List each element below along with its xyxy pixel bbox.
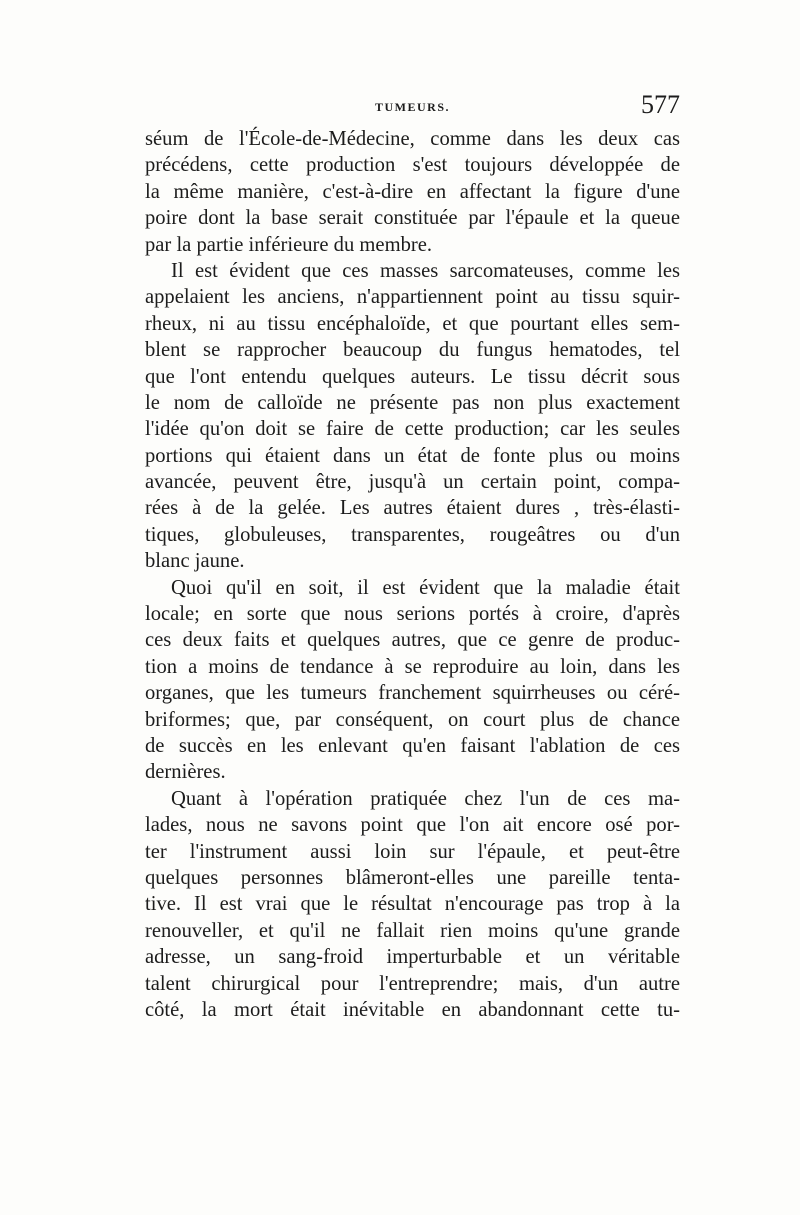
text-line: dernières. bbox=[145, 761, 226, 784]
page-number: 577 bbox=[641, 90, 680, 119]
text-line: ter l'instrument aussi loin sur l'épaule, et peut-être bbox=[145, 840, 680, 863]
body-text bbox=[145, 126, 680, 1023]
text-line: tion a moins de tendance à se reproduire au loin, dans les bbox=[145, 655, 680, 678]
text-line: par la partie inférieure du membre. bbox=[145, 233, 433, 256]
text-line: renouveller, et qu'il ne fallait rien moins qu'une grande bbox=[145, 919, 680, 942]
running-head bbox=[145, 90, 680, 120]
text-line: locale; en sorte que nous serions portés à croire, d'après bbox=[145, 603, 680, 626]
text-line: quelques personnes blâmeront-elles une pareille tenta- bbox=[145, 866, 680, 889]
text-line: Il est évident que ces masses sarcomateuses, comme les bbox=[171, 259, 680, 282]
text-line: ces deux faits et quelques autres, que ce genre de produc- bbox=[145, 629, 680, 652]
text-line: adresse, un sang-froid imperturbable et un véritable bbox=[145, 946, 680, 969]
text-line: la même manière, c'est-à-dire en affectant la figure d'une bbox=[145, 180, 680, 203]
text-line: briformes; que, par conséquent, on court plus de chance bbox=[145, 708, 680, 731]
text-line: Quoi qu'il en soit, il est évident que la maladie était bbox=[171, 576, 680, 599]
text-line: avancée, peuvent être, jusqu'à un certain point, compa- bbox=[145, 471, 680, 494]
text-line: portions qui étaient dans un état de fonte plus ou moins bbox=[145, 444, 680, 467]
text-line: l'idée qu'on doit se faire de cette production; car les seules bbox=[145, 418, 680, 441]
text-line: Quant à l'opération pratiquée chez l'un de ces ma- bbox=[171, 787, 680, 810]
text-line: rées à de la gelée. Les autres étaient dures , très-élasti- bbox=[145, 497, 680, 520]
text-line: côté, la mort était inévitable en abandonnant cette tu- bbox=[145, 998, 680, 1021]
text-line: talent chirurgical pour l'entreprendre; mais, d'un autre bbox=[145, 972, 680, 995]
text-line: tive. Il est vrai que le résultat n'encourage pas trop à la bbox=[145, 893, 680, 916]
text-line: poire dont la base serait constituée par l'épaule et la queue bbox=[145, 207, 680, 230]
text-line: précédens, cette production s'est toujours développée de bbox=[145, 154, 680, 177]
running-title: TUMEURS. bbox=[374, 100, 450, 114]
text-line: le nom de calloïde ne présente pas non plus exactement bbox=[145, 391, 680, 414]
text-line: que l'ont entendu quelques auteurs. Le tissu décrit sous bbox=[145, 365, 680, 388]
text-line: appelaient les anciens, n'appartiennent point au tissu squir- bbox=[145, 286, 680, 309]
text-line: tiques, globuleuses, transparentes, rougeâtres ou d'un bbox=[145, 523, 680, 546]
text-line: lades, nous ne savons point que l'on ait encore osé por- bbox=[145, 814, 680, 837]
text-line: séum de l'École-de-Médecine, comme dans les deux cas bbox=[145, 128, 680, 150]
text-line: rheux, ni au tissu encéphaloïde, et que pourtant elles sem- bbox=[145, 312, 680, 335]
text-line: blanc jaune. bbox=[145, 550, 245, 573]
text-line: blent se rapprocher beaucoup du fungus hematodes, tel bbox=[145, 339, 680, 362]
text-line: organes, que les tumeurs franchement squirrheuses ou céré- bbox=[145, 682, 680, 705]
text-line: de succès en les enlevant qu'en faisant l'ablation de ces bbox=[145, 734, 680, 757]
